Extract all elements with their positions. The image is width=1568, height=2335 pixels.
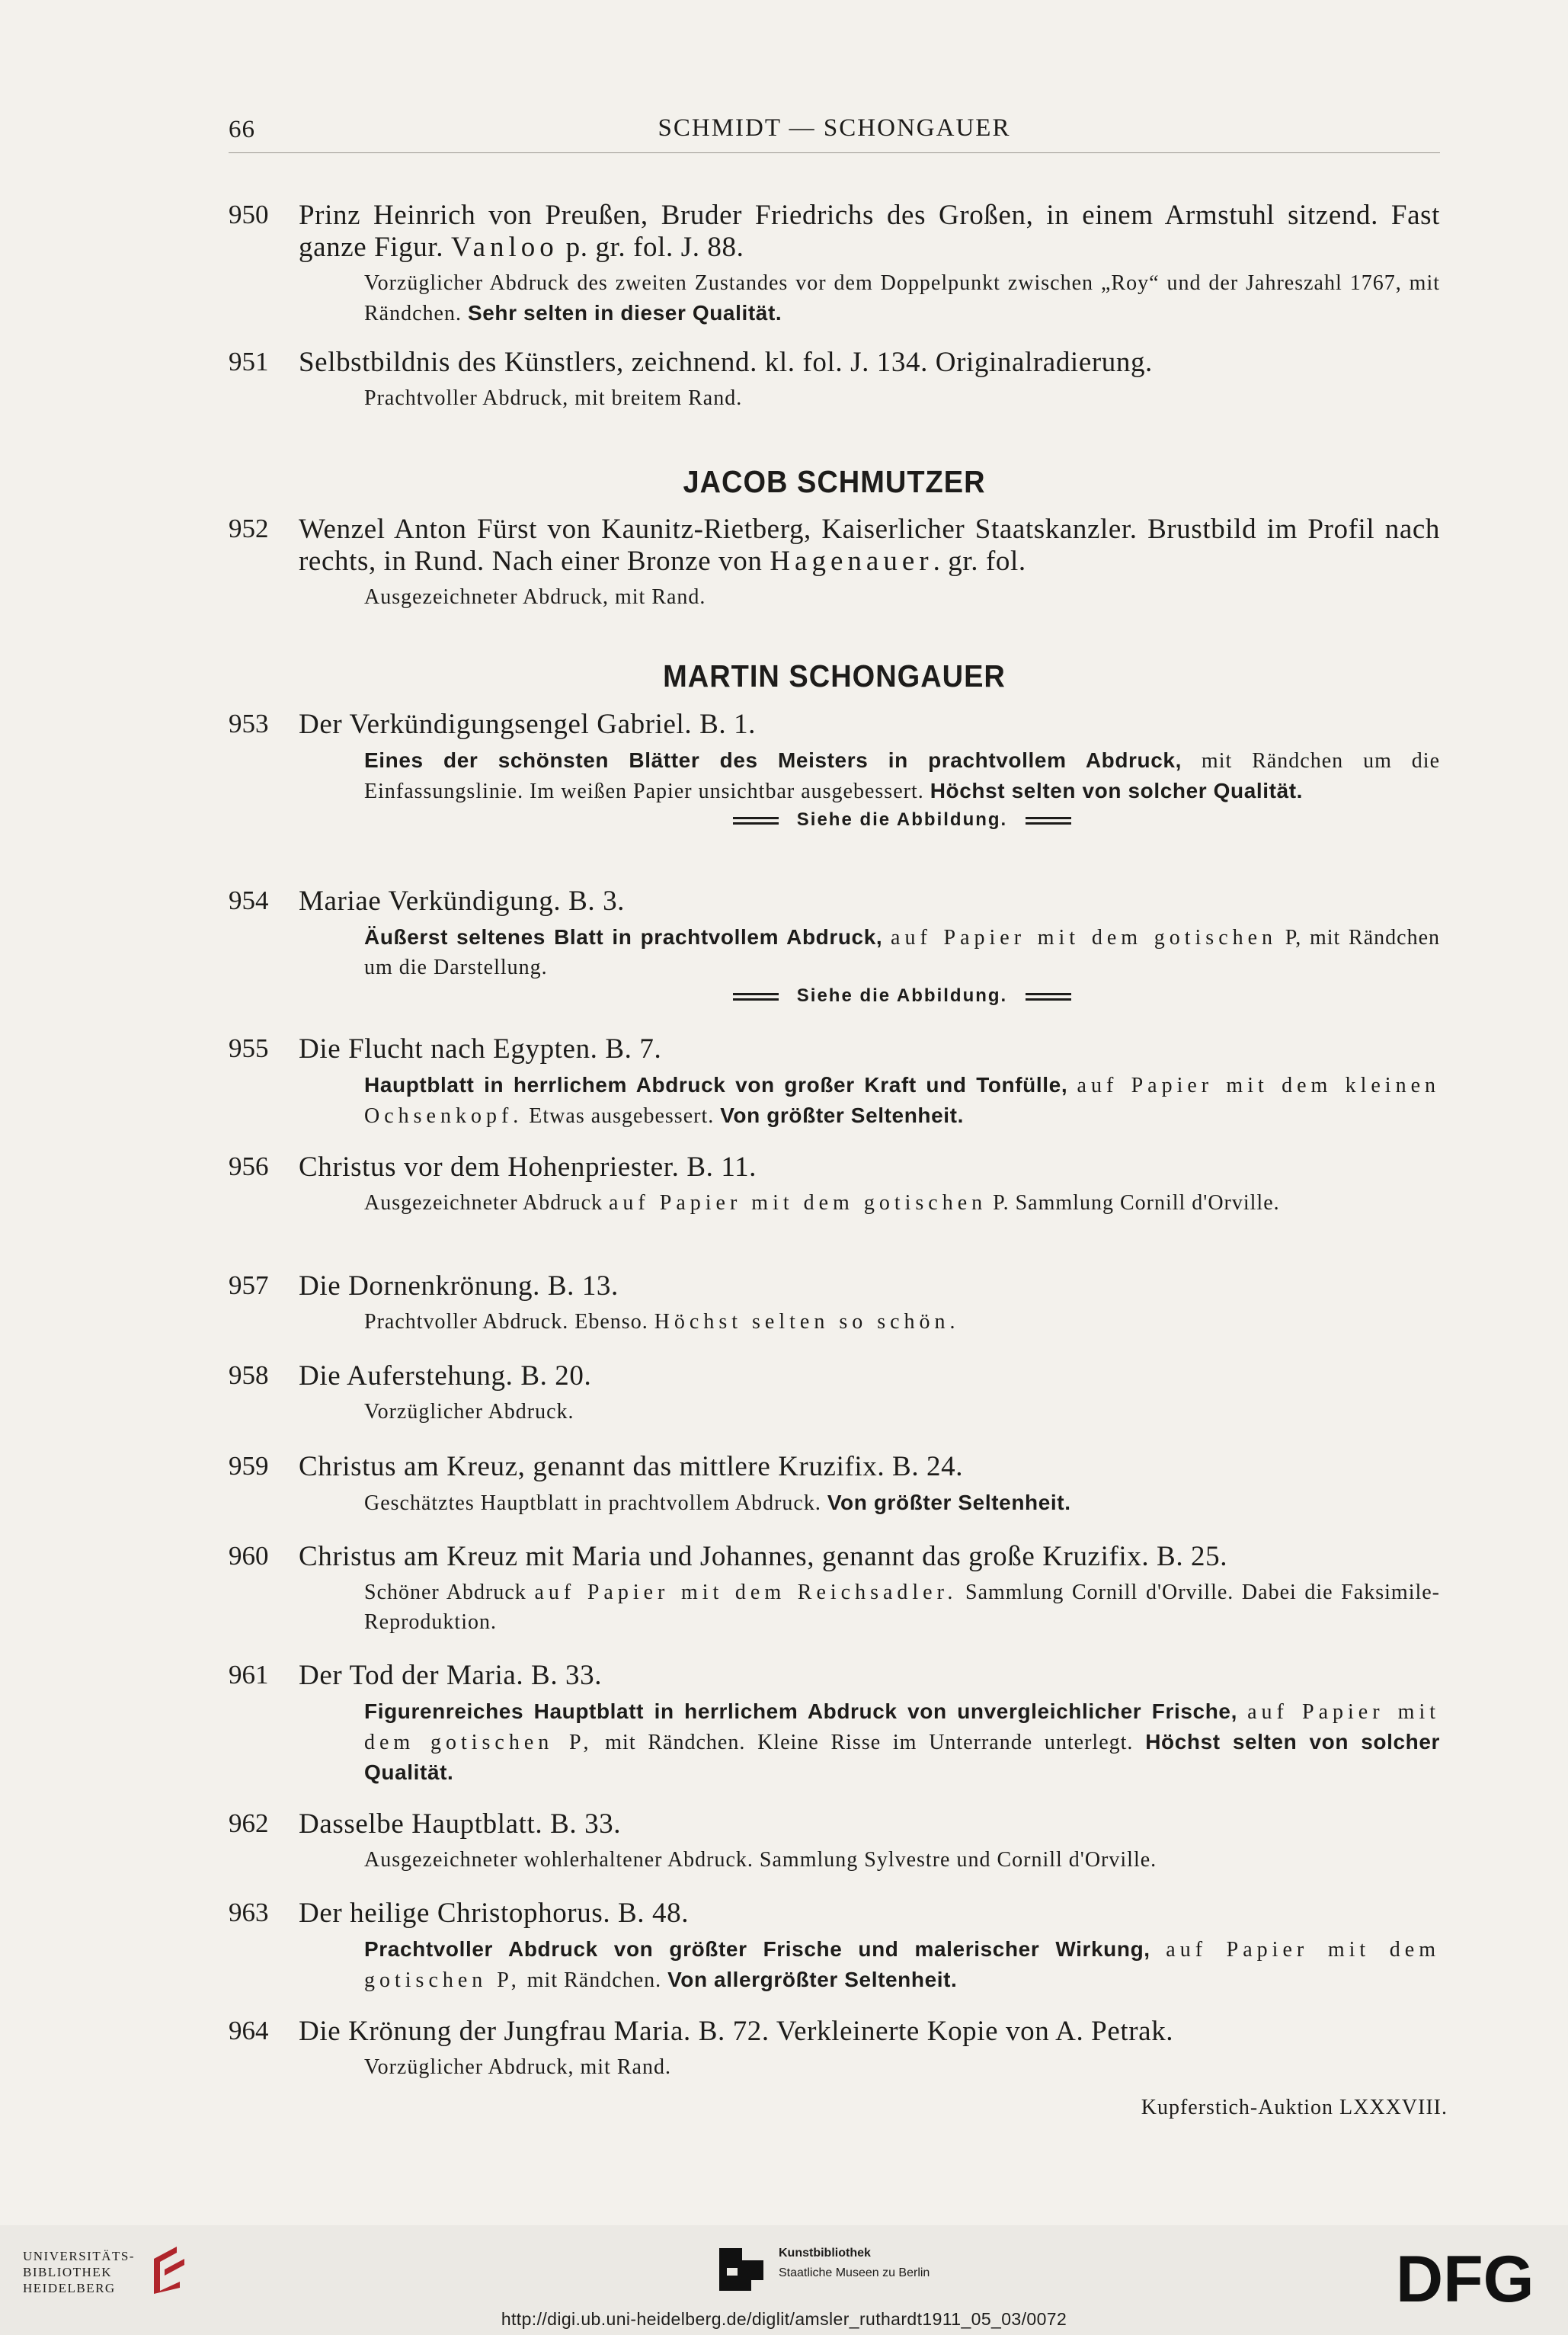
- page-number: 66: [229, 116, 255, 143]
- entry-description: Figurenreiches Hauptblatt in herrlichem Abdruck von unvergleichlicher Frische, auf Papier mit dem gotischen P, mit Rändchen. Kleine Risse im Unterrande unterlegt. Höchst selten von solcher Qualität.: [364, 1699, 1440, 1784]
- entry-title: Christus am Kreuz mit Maria und Johannes, genannt das große Kruzifix. B. 25.: [299, 1541, 1228, 1572]
- entry-title: Die Flucht nach Egypten. B. 7.: [299, 1033, 662, 1065]
- section-heading-schmutzer: JACOB SCHMUTZER: [683, 465, 986, 500]
- see-illustration-note: Siehe die Abbildung.: [364, 809, 1440, 831]
- dfg-logo[interactable]: [1396, 2248, 1548, 2309]
- entry-description: Eines der schönsten Blätter des Meisters in prachtvollem Abdruck, mit Rändchen um die Einfassungslinie. Im weißen Papier unsichtbar ausgebessert. Höchst selten von solcher Qualität.: [364, 748, 1440, 803]
- entry-description: Vorzüglicher Abdruck.: [364, 1400, 574, 1424]
- entry-number: 957: [229, 1270, 269, 1300]
- entry-number: 952: [229, 514, 269, 543]
- entry-number: 959: [229, 1451, 269, 1481]
- entry-description: Vorzüglicher Abdruck, mit Rand.: [364, 2055, 671, 2079]
- entry-description: Schöner Abdruck auf Papier mit dem Reichsadler. Sammlung Cornill d'Orville. Dabei die Faksimile-Reproduktion.: [364, 1581, 1440, 1634]
- catalog-entry-952: [229, 514, 1440, 612]
- catalog-entry-957: [229, 1270, 1440, 1337]
- running-header: [229, 108, 1440, 153]
- entry-number: 950: [229, 200, 269, 229]
- entry-description: Ausgezeichneter Abdruck auf Papier mit dem gotischen P. Sammlung Cornill d'Orville.: [364, 1191, 1280, 1215]
- entry-title: Selbstbildnis des Künstlers, zeichnend. kl. fol. J. 134. Originalradierung.: [299, 347, 1153, 378]
- entry-number: 951: [229, 347, 269, 376]
- entry-title: Dasselbe Hauptblatt. B. 33.: [299, 1808, 622, 1840]
- kunstbibliothek-label[interactable]: Kunstbibliothek Staatliche Museen zu Berlin: [779, 2247, 930, 2279]
- entry-title: Die Dornenkrönung. B. 13.: [299, 1270, 619, 1302]
- entry-description: Prachtvoller Abdruck von größter Frische und malerischer Wirkung, auf Papier mit dem gotischen P, mit Rändchen. Von allergrößter Seltenheit.: [364, 1937, 1441, 1992]
- entry-number: 953: [229, 709, 269, 738]
- entry-title: Die Krönung der Jungfrau Maria. B. 72. Verkleinerte Kopie von A. Petrak.: [299, 2016, 1174, 2047]
- catalog-entry-956: [229, 1151, 1440, 1218]
- entry-number: 958: [229, 1360, 269, 1390]
- catalog-entry-960: [229, 1541, 1440, 1637]
- catalog-entry-959: [229, 1451, 1440, 1518]
- entry-number: 956: [229, 1151, 269, 1181]
- entry-description: Hauptblatt in herrlichem Abdruck von großer Kraft und Tonfülle, auf Papier mit dem kleinen Ochsenkopf. Etwas ausgebessert. Von größter Seltenheit.: [364, 1073, 1440, 1128]
- ub-heidelberg-logo-icon[interactable]: [146, 2244, 192, 2297]
- entry-title: Christus vor dem Hohenpriester. B. 11.: [299, 1151, 757, 1183]
- catalog-entry-962: [229, 1808, 1440, 1875]
- entry-title: Der heilige Christophorus. B. 48.: [299, 1898, 690, 1929]
- catalog-entry-958: [229, 1360, 1440, 1427]
- entry-title: Die Auferstehung. B. 20.: [299, 1360, 592, 1392]
- entry-number: 954: [229, 886, 269, 915]
- running-title: SCHMIDT — SCHONGAUER: [658, 114, 1011, 142]
- entry-number: 963: [229, 1898, 269, 1927]
- catalog-entry-955: [229, 1033, 1440, 1131]
- entry-description: Prachtvoller Abdruck. Ebenso. Höchst selten so schön.: [364, 1310, 960, 1334]
- entry-description: Geschätztes Hauptblatt in prachtvollem Abdruck. Von größter Seltenheit.: [364, 1491, 1071, 1515]
- entry-description: Äußerst seltenes Blatt in prachtvollem Abdruck, auf Papier mit dem gotischen P, mit Rändchen um die Darstellung.: [364, 925, 1441, 979]
- section-heading-schongauer: MARTIN SCHONGAUER: [663, 659, 1006, 694]
- catalog-entry-961: [229, 1660, 1440, 1788]
- catalog-entry-963: [229, 1898, 1440, 1995]
- entry-number: 960: [229, 1541, 269, 1571]
- entry-number: 964: [229, 2016, 269, 2045]
- catalog-entry-954: [229, 886, 1440, 1007]
- entry-number: 955: [229, 1033, 269, 1063]
- ub-heidelberg-logo-text[interactable]: UNIVERSITÄTS- BIBLIOTHEK HEIDELBERG: [23, 2249, 135, 2295]
- entry-title: Der Tod der Maria. B. 33.: [299, 1660, 603, 1691]
- catalog-entry-953: [229, 709, 1440, 831]
- kunstbibliothek-logo-icon[interactable]: [716, 2245, 770, 2294]
- entry-title: Christus am Kreuz, genannt das mittlere Kruzifix. B. 24.: [299, 1451, 964, 1482]
- entry-description: Vorzüglicher Abdruck des zweiten Zustandes vor dem Doppelpunkt zwischen „Roy“ und der Jahreszahl 1767, mit Rändchen. Sehr selten in dieser Qualität.: [364, 271, 1440, 325]
- entry-title: Wenzel Anton Fürst von Kaunitz-Rietberg, Kaiserlicher Staatskanzler. Brustbild im Profil nach rechts, in Rund. Nach einer Bronze von Hagenauer. gr. fol.: [299, 514, 1440, 577]
- entry-description: Prachtvoller Abdruck, mit breitem Rand.: [364, 386, 743, 410]
- catalog-entry-950: [229, 200, 1440, 328]
- entry-description: Ausgezeichneter wohlerhaltener Abdruck. Sammlung Sylvestre und Cornill d'Orville.: [364, 1848, 1157, 1872]
- entry-number: 962: [229, 1808, 269, 1838]
- see-illustration-note: Siehe die Abbildung.: [364, 985, 1440, 1007]
- catalog-entry-951: [229, 347, 1440, 413]
- entry-number: 961: [229, 1660, 269, 1690]
- entry-title: Mariae Verkündigung. B. 3.: [299, 886, 626, 917]
- entry-description: Ausgezeichneter Abdruck, mit Rand.: [364, 585, 706, 609]
- permalink-url[interactable]: http://digi.ub.uni-heidelberg.de/diglit/amsler_ruthardt1911_05_03/0072: [501, 2309, 1067, 2329]
- entry-title: Der Verkündigungsengel Gabriel. B. 1.: [299, 709, 757, 740]
- dfg-logo-text: DFG: [1396, 2248, 1534, 2309]
- catalog-entry-964: [229, 2016, 1440, 2082]
- entry-title: Prinz Heinrich von Preußen, Bruder Friedrichs des Großen, in einem Armstuhl sitzend. Fast ganze Figur. Vanloo p. gr. fol. J. 88.: [299, 200, 1440, 263]
- catalog-footer-note: Kupferstich-Auktion LXXXVIII.: [1141, 2096, 1448, 2119]
